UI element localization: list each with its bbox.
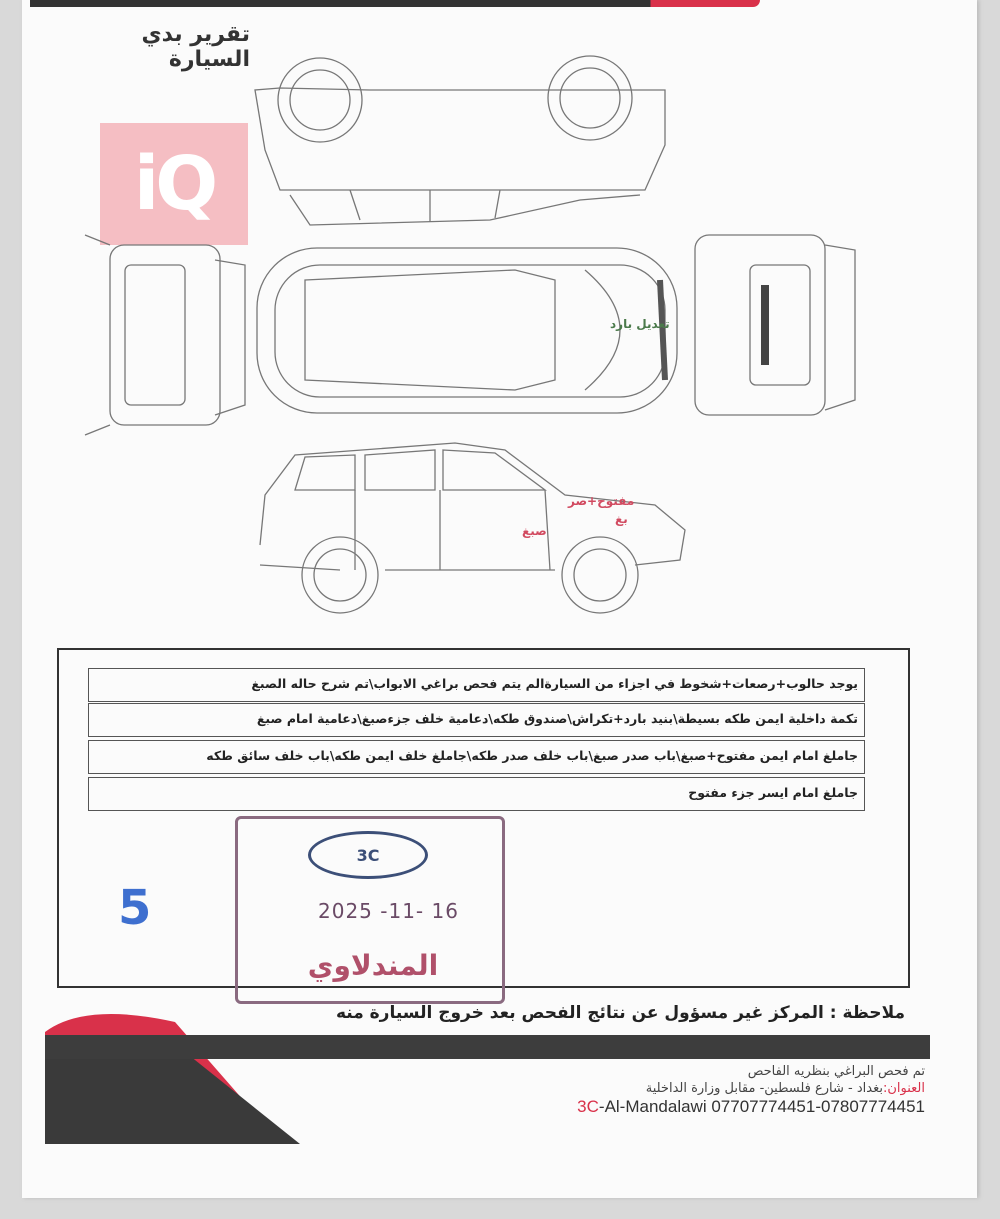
watermark-logo: iQ [100, 123, 248, 245]
car-diagram-rear [690, 225, 855, 425]
inspection-stamp [235, 816, 505, 1004]
footer-decoration [45, 1012, 305, 1147]
footer-bar [45, 1035, 930, 1059]
address-label: العنوان: [882, 1081, 925, 1096]
stamp-name: المندلاوي [307, 949, 439, 982]
address-line [646, 1081, 925, 1096]
disclaimer: ملاحظة : المركز غير مسؤول عن نتائج الفحص بعد خروج السيارة منه [335, 1003, 905, 1023]
car-diagram-left-side [250, 50, 670, 230]
footer-line1: تم فحص البراغي بنظريه الفاحص [747, 1064, 925, 1079]
note-row: تكمة داخلية ايمن طكه بسيطة\بنيد بارد+تكراش\صندوق طكه\دعامية خلف جزءصبغ\دعامية امام صبغ [88, 703, 865, 737]
side-note-2: بغ [615, 512, 628, 526]
grade-number: 5 [118, 880, 152, 936]
roof-note: تعديل بارد [610, 317, 670, 331]
side-note-3: صبغ [522, 524, 547, 538]
contact-line [577, 1097, 925, 1117]
stamp-logo: 3C [308, 831, 428, 879]
note-row: يوجد حالوب+رصعات+شخوط في اجزاء من السيارةالم يتم فحص براغي الابواب\تم شرح حاله الصبغ [88, 668, 865, 702]
car-diagram-right-side [255, 435, 690, 620]
note-row: جاملغ امام ايسر جزء مفتوح [88, 777, 865, 811]
contact: -Al-Mandalawi 07707774451-07807774451 [598, 1097, 925, 1116]
header-banner [30, 0, 760, 7]
side-note-1: مفتوح+صر [568, 494, 635, 508]
page-title: تقرير بدي السيارة [141, 22, 250, 72]
address: بغداد - شارع فلسطين- مقابل وزارة الداخلية [645, 1081, 883, 1096]
car-diagram-front [85, 235, 245, 440]
stamp-date: 2025 -11- 16 [318, 899, 459, 923]
note-row: جاملغ امام ايمن مفتوح+صبغ\باب صدر صبغ\باب خلف صدر طكه\جاملغ خلف ايمن طكه\باب خلف سائق طكه [88, 740, 865, 774]
brand: 3C [577, 1097, 599, 1116]
